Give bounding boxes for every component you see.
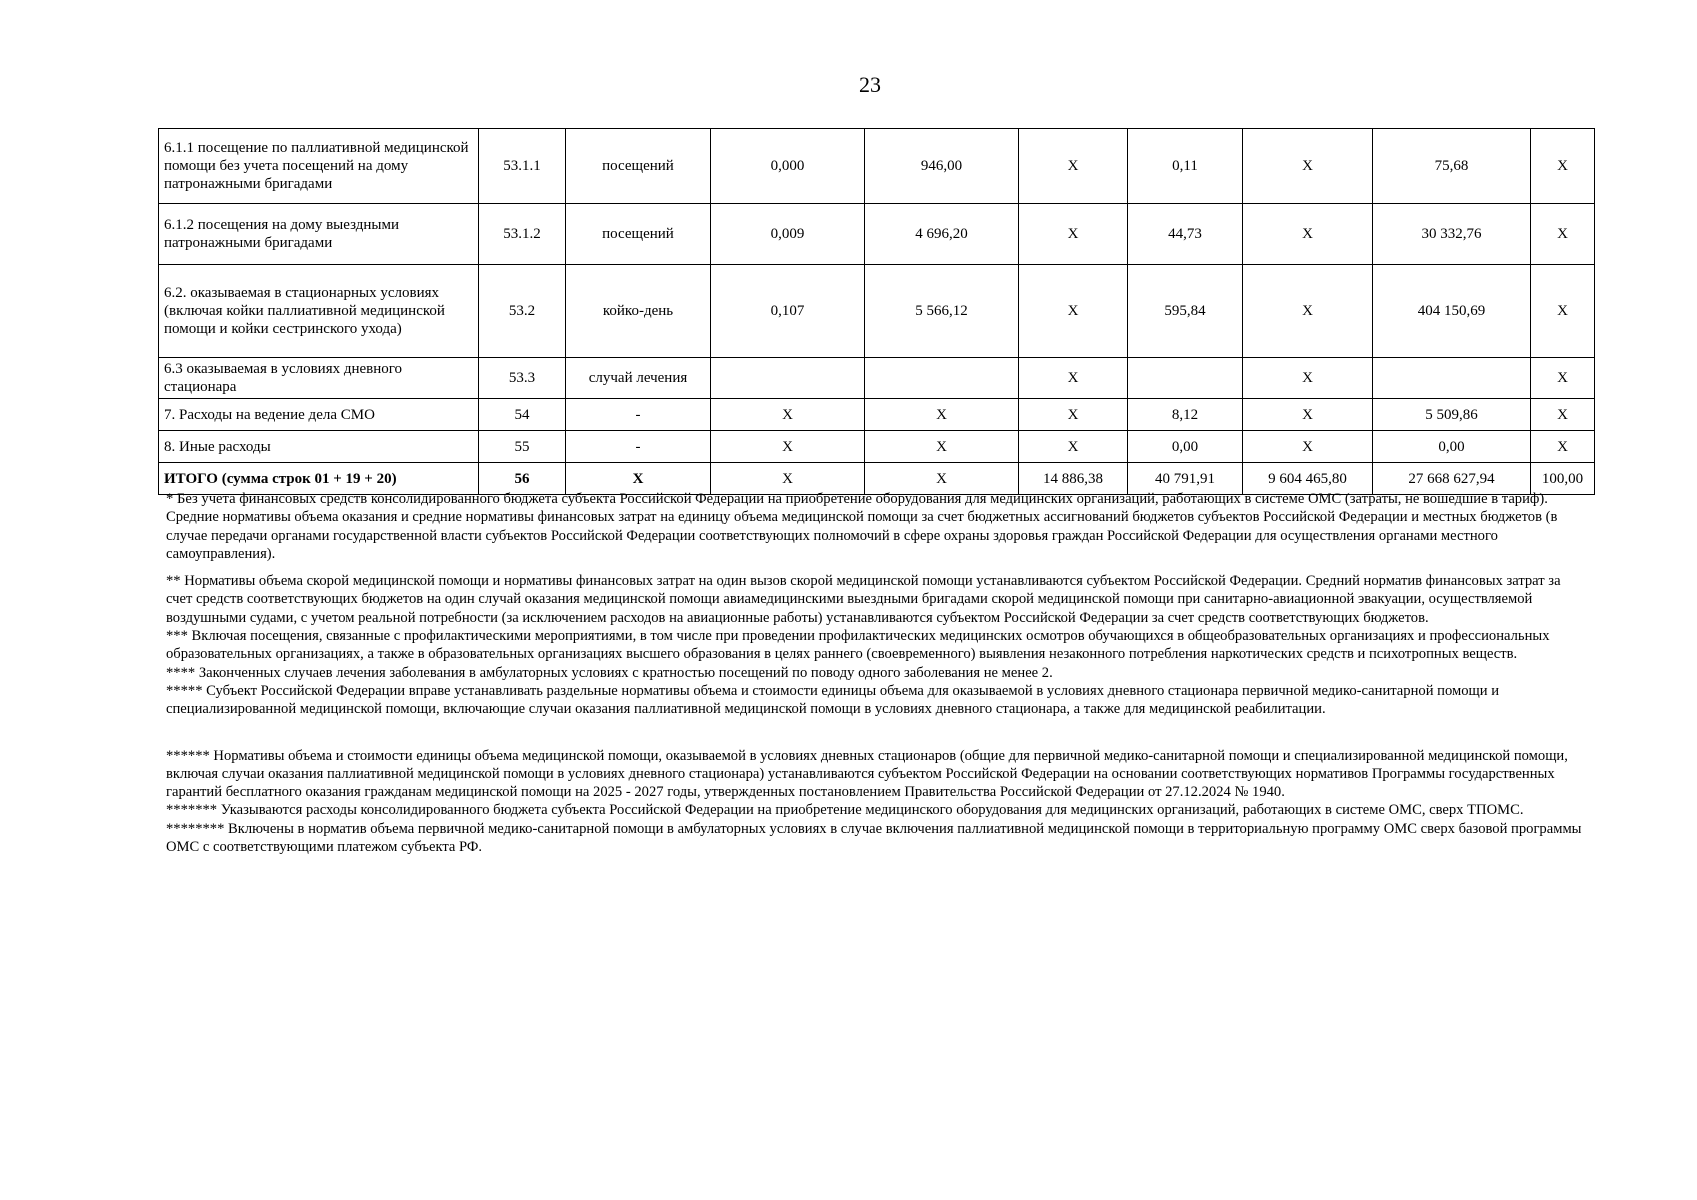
cell: 14 886,38 — [1019, 463, 1128, 495]
row-name: 7. Расходы на ведение дела СМО — [159, 399, 479, 431]
row-name: 6.2. оказываемая в стационарных условиях (включая койки паллиативной медицинской помощи и койки сестринского ухода) — [159, 265, 479, 358]
row-code: 53.3 — [479, 358, 566, 399]
footnote: *** Включая посещения, связанные с профилактическими мероприятиями, в том числе при проведении профилактических медицинских осмотров обучающихся в общеобразовательных организациях и профессиональных образовательных организациях, а также в образовательных организациях высшего образования в целях раннего (своевременного) выявления незаконного потребления наркотических средств и психотропных веществ. — [166, 628, 1550, 663]
total-code: 56 — [479, 463, 566, 495]
cell — [1128, 358, 1243, 399]
cell: 44,73 — [1128, 204, 1243, 265]
row-name: 6.3 оказываемая в условиях дневного стационара — [159, 358, 479, 399]
cell — [711, 358, 865, 399]
cell: X — [865, 431, 1019, 463]
row-code: 53.2 — [479, 265, 566, 358]
cell: 0,00 — [1373, 431, 1531, 463]
row-unit: случай лечения — [566, 358, 711, 399]
footnote: **** Законченных случаев лечения заболевания в амбулаторных условиях с кратностью посещений по поводу одного заболевания не менее 2. — [166, 664, 1053, 681]
cell: X — [1243, 265, 1373, 358]
cell: 0,00 — [1128, 431, 1243, 463]
row-name: 8. Иные расходы — [159, 431, 479, 463]
cell: 40 791,91 — [1128, 463, 1243, 495]
cell: X — [1243, 129, 1373, 204]
table-row — [159, 399, 1595, 431]
cell: X — [1019, 265, 1128, 358]
cell: X — [1243, 204, 1373, 265]
footnote: ******* Указываются расходы консолидированного бюджета субъекта Российской Федерации на приобретение медицинского оборудования для медицинских организаций, работающих в системе ОМС, сверх ТПОМС. — [166, 802, 1524, 819]
cell: X — [865, 463, 1019, 495]
cell: X — [1019, 399, 1128, 431]
row-unit: посещений — [566, 204, 711, 265]
table-row — [159, 265, 1595, 358]
row-unit: - — [566, 431, 711, 463]
cell: X — [1531, 129, 1595, 204]
table-row — [159, 358, 1595, 399]
cell: 9 604 465,80 — [1243, 463, 1373, 495]
table-row — [159, 431, 1595, 463]
footnote: ******** Включены в норматив объема первичной медико-санитарной помощи в амбулаторных условиях в случае включения паллиативной медицинской помощи в территориальную программу ОМС сверх базовой программы ОМС с соответствующими платежом субъекта РФ. — [166, 820, 1582, 856]
cell — [1373, 358, 1531, 399]
cell: X — [711, 463, 865, 495]
cell: X — [1243, 399, 1373, 431]
cell: 595,84 — [1128, 265, 1243, 358]
total-unit: X — [566, 463, 711, 495]
cell: 5 566,12 — [865, 265, 1019, 358]
cell: X — [1019, 358, 1128, 399]
total-name: ИТОГО (сумма строк 01 + 19 + 20) — [159, 463, 479, 495]
row-name: 6.1.2 посещения на дому выездными патронажными бригадами — [159, 204, 479, 265]
cell: X — [1019, 204, 1128, 265]
cell: 5 509,86 — [1373, 399, 1531, 431]
row-code: 53.1.1 — [479, 129, 566, 204]
table-row — [159, 129, 1595, 204]
footnote: ****** Нормативы объема и стоимости единицы объема медицинской помощи, оказываемой в условиях дневных стационаров (общие для первичной медико-санитарной помощи и специализированной медицинской помощи, включая случаи оказания паллиативной медицинской помощи в условиях дневного стационара) устанавливаются субъектом Российской Федерации на основании соответствующих нормативов Программы государственных гарантий бесплатного оказания гражданам медицинской помощи на 2025 - 2027 годы, утвержденных постановлением Правительства Российской Федерации от 27.12.2024 № 1940. — [166, 747, 1568, 801]
cell: X — [1531, 358, 1595, 399]
row-code: 54 — [479, 399, 566, 431]
cell — [865, 358, 1019, 399]
cell: 75,68 — [1373, 129, 1531, 204]
footnote: ** Нормативы объема скорой медицинской помощи и нормативы финансовых затрат на один вызов скорой медицинской помощи устанавливаются субъектом Российской Федерации. Средний норматив финансовых затрат за счет средств соответствующих бюджетов на один случай оказания медицинской помощи авиамедицинскими выездными бригадами скорой медицинской помощи при санитарно-авиационной эвакуации, осуществляемой воздушными судами, с учетом реальной потребности (за исключением расходов на авиационные работы) устанавливаются субъектом Российской Федерации за счет средств соответствующих бюджетов. — [166, 573, 1561, 626]
row-code: 53.1.2 — [479, 204, 566, 265]
footnote: ***** Субъект Российской Федерации вправе устанавливать раздельные нормативы объема и стоимости единицы объема для оказываемой в условиях дневного стационара первичной медико-санитарной помощи и специализированной медицинской помощи, включающие случаи оказания паллиативной медицинской помощи в условиях дневного стационара, а также для медицинской реабилитации. — [166, 682, 1500, 718]
cell: X — [711, 431, 865, 463]
cell: 0,11 — [1128, 129, 1243, 204]
cell: X — [1019, 129, 1128, 204]
page-number: 23 — [859, 72, 881, 97]
cell: X — [1531, 204, 1595, 265]
cell: X — [1019, 431, 1128, 463]
cell: X — [1243, 358, 1373, 399]
cell: 0,107 — [711, 265, 865, 358]
cell: 8,12 — [1128, 399, 1243, 431]
cell: 0,009 — [711, 204, 865, 265]
cell: 4 696,20 — [865, 204, 1019, 265]
cell: 100,00 — [1531, 463, 1595, 495]
row-name: 6.1.1 посещение по паллиативной медицинской помощи без учета посещений на дому патронажными бригадами — [159, 129, 479, 204]
cell: 404 150,69 — [1373, 265, 1531, 358]
table-row — [159, 204, 1595, 265]
row-unit: - — [566, 399, 711, 431]
cell: X — [711, 399, 865, 431]
cell: 30 332,76 — [1373, 204, 1531, 265]
row-unit: посещений — [566, 129, 711, 204]
footnote: * Без учета финансовых средств консолидированного бюджета субъекта Российской Федерации на приобретение оборудования для медицинских организаций, работающих в системе ОМС (затраты, не вошедшие в тариф). Средние нормативы объема оказания и средние нормативы финансовых затрат на единицу объема медицинской помощи за счет бюджетных ассигнований бюджетов субъектов Российской Федерации и местных бюджетов (в случае передачи органами государственной власти субъектов Российской Федерации соответствующих полномочий в сфере охраны здоровья граждан Российской Федерации для осуществления органами местного самоуправления). — [166, 491, 1558, 562]
cell: X — [1243, 431, 1373, 463]
financing-table — [158, 128, 1595, 495]
footnotes — [166, 490, 1586, 856]
row-unit: койко-день — [566, 265, 711, 358]
cell: X — [1531, 399, 1595, 431]
cell: X — [1531, 265, 1595, 358]
cell: X — [865, 399, 1019, 431]
cell: 946,00 — [865, 129, 1019, 204]
row-code: 55 — [479, 431, 566, 463]
cell: 27 668 627,94 — [1373, 463, 1531, 495]
cell: 0,000 — [711, 129, 865, 204]
cell: X — [1531, 431, 1595, 463]
